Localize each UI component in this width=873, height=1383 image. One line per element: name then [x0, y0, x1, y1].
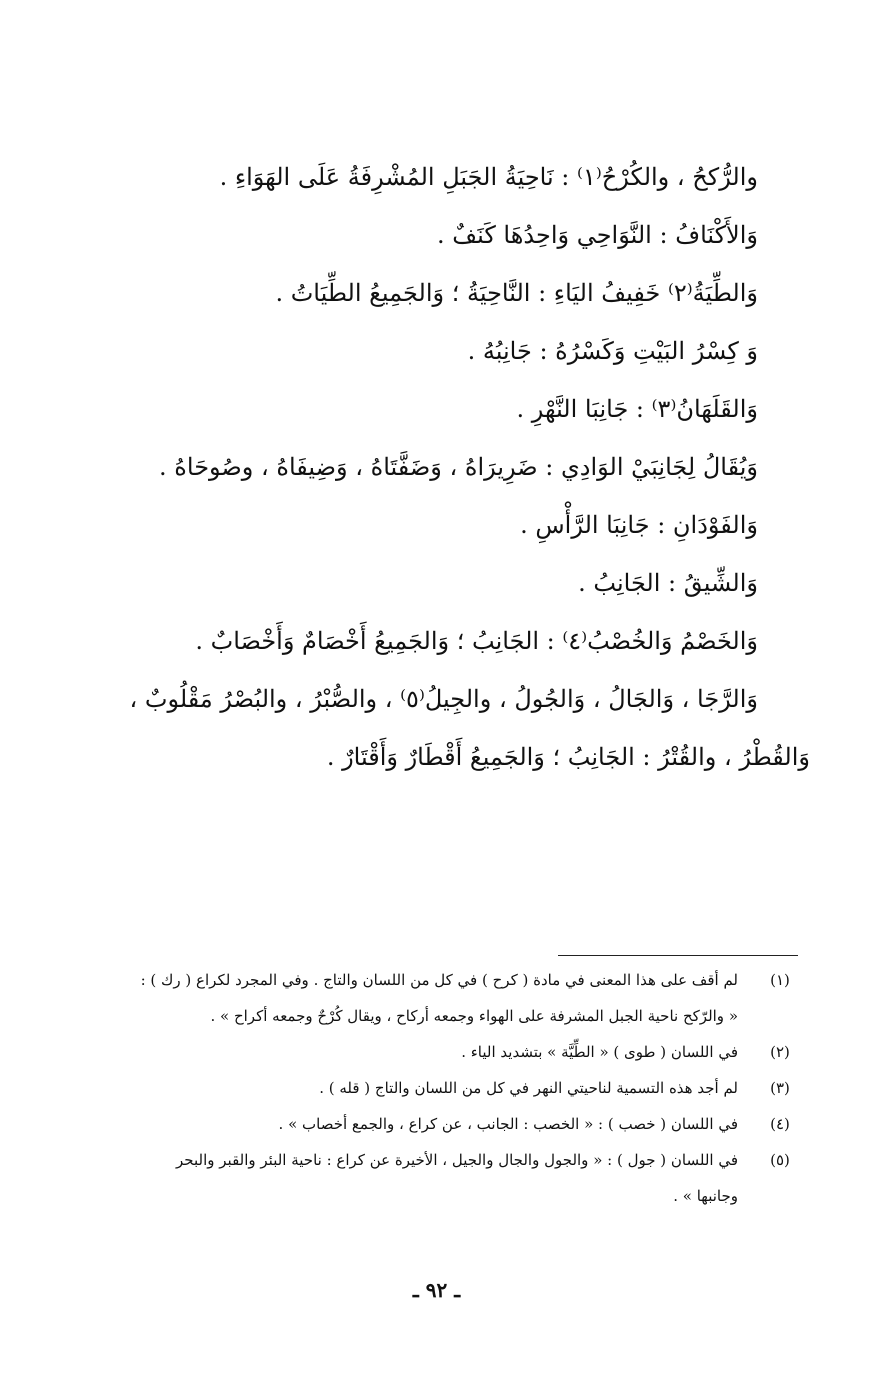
footnote-number: (١)	[770, 971, 790, 989]
footnote-text: لم أجد هذه التسمية لناحيتي النهر في كل من اللسان والتاج ( قله ) .	[319, 1079, 738, 1097]
text-line: وَيُقَالُ لِجَانِبَيْ الوَادِي : ضَرِيرَاهُ ، وَضَفَّتَاهُ ، وَضِيفَاهُ ، وصُوحَاهُ .	[159, 453, 758, 481]
footnote-text: في اللسان ( خصب ) : « الخصب : الجانب ، عن كراع ، والجمع أخصاب » .	[278, 1115, 738, 1133]
footnote-text: في اللسان ( طوى ) « الطِّيَّة » بتشديد الياء .	[461, 1043, 738, 1061]
footnote-number: (٢)	[770, 1043, 790, 1061]
footnote	[40, 962, 800, 998]
footnote-number: (٤)	[770, 1115, 790, 1133]
footnotes	[40, 962, 800, 1214]
text-line: وَالقَلَهَانُ⁽٣⁾ : جَانِبَا النَّهْرِ .	[516, 395, 758, 423]
footnote-text: « والرّكح ناحية الجبل المشرفة على الهواء وجمعه أركاح ، ويقال كُرْحٌ وجمعه أكراح » .	[210, 1007, 738, 1025]
text-line: وَالخَصْمُ وَالخُصْبُ⁽٤⁾ : الجَانِبُ ؛ وَالجَمِيعُ أَخْصَامٌ وَأَخْصَابٌ .	[195, 627, 758, 655]
text-line: وَالشِّيقُ : الجَانِبُ .	[578, 569, 758, 597]
footnote	[40, 1142, 800, 1178]
footnote-number: (٥)	[770, 1151, 790, 1169]
footnote	[40, 1178, 800, 1214]
footnote	[40, 1034, 800, 1070]
text-line: وَالرَّجَا ، وَالجَالُ ، وَالجُولُ ، والجِيلُ⁽٥⁾ ، والصُّبْرُ ، والبُصْرُ مَقْلُوبٌ ،	[129, 685, 758, 713]
text-line: وَالقُطْرُ ، والقُتْرُ : الجَانِبُ ؛ وَالجَمِيعُ أَقْطَارٌ وَأَقْتَارٌ .	[326, 743, 810, 771]
page-number: ـ ٩٢ ـ	[412, 1278, 461, 1302]
footnote-number: (٣)	[770, 1079, 790, 1097]
footnote	[40, 1106, 800, 1142]
text-line: وَالأَكْنَافُ : النَّوَاحِي وَاحِدُهَا كَنَفٌ .	[437, 221, 758, 249]
footnote-text: وجانبها » .	[673, 1187, 738, 1205]
main-text	[110, 148, 810, 786]
text-line: وَ كِسْرُ البَيْتِ وَكَسْرُهُ : جَانِبُهُ .	[467, 337, 758, 365]
text-line: وَالفَوْدَانِ : جَانِبَا الرَّأْسِ .	[520, 511, 758, 539]
text-line: والرُّكحُ ، والكُرْحُ⁽١⁾ : نَاحِيَةُ الجَبَلِ المُشْرِفَةُ عَلَى الهَوَاءِ .	[219, 163, 758, 191]
footnote	[40, 1070, 800, 1106]
footnote	[40, 998, 800, 1034]
footnote-divider	[558, 955, 798, 956]
footnote-text: لم أقف على هذا المعنى في مادة ( كرح ) في كل من اللسان والتاج . وفي المجرد لكراع ( رك ) :	[140, 971, 738, 989]
footnote-text: في اللسان ( جول ) : « والجول والجال والجيل ، الأخيرة عن كراع : ناحية البئر والقبر والبحر	[176, 1151, 738, 1169]
text-line: وَالطِّيَةُ⁽٢⁾ خَفِيفُ اليَاءِ : النَّاحِيَةُ ؛ وَالجَمِيعُ الطِّيَاتُ .	[275, 279, 758, 307]
